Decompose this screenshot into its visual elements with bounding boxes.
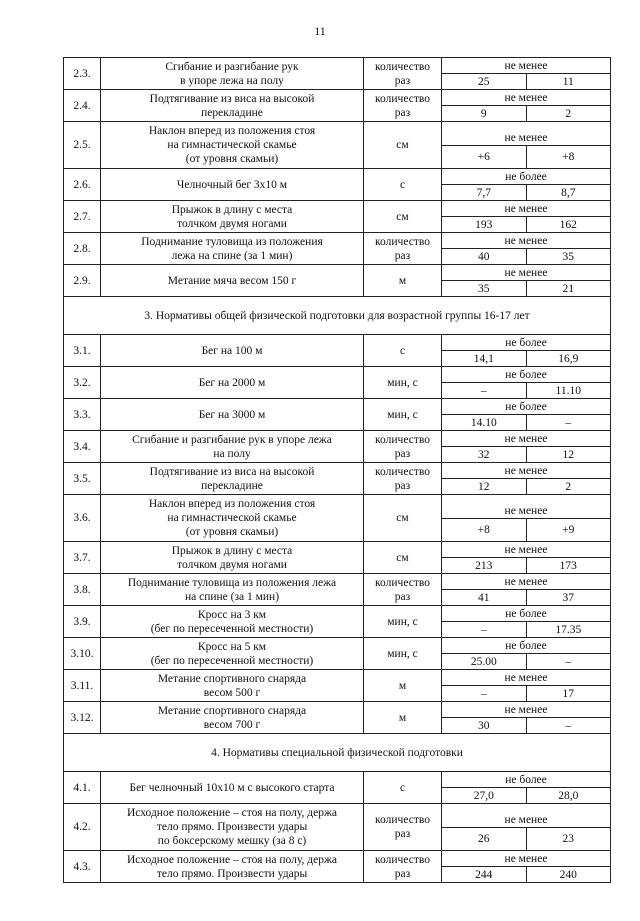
exercise-name: Исходное положение – стоя на полу, держа тело прямо. Произвести удары <box>101 851 364 883</box>
norm-values <box>442 804 611 851</box>
unit-cell: см <box>364 542 442 574</box>
item-number: 2.6. <box>64 169 101 201</box>
norm-value-1: 193 <box>442 217 527 232</box>
unit-cell: мин, с <box>364 638 442 670</box>
norm-condition: не более <box>442 638 610 654</box>
unit-cell: с <box>364 335 442 367</box>
unit-cell: количество раз <box>364 90 442 122</box>
table-row <box>64 702 611 734</box>
item-number: 2.5. <box>64 122 101 169</box>
item-number: 3.5. <box>64 463 101 495</box>
norm-value-2: 11 <box>562 75 574 88</box>
norm-value-2: 17 <box>562 687 574 700</box>
norm-values <box>442 542 611 574</box>
norm-values <box>442 574 611 606</box>
norm-value-1: – <box>442 622 527 637</box>
norm-value-1: 25.00 <box>442 654 527 669</box>
norm-value-2: 16,9 <box>558 352 579 365</box>
norm-value-1: +8 <box>442 519 527 542</box>
norm-value-2: 17.35 <box>555 623 582 636</box>
exercise-name: Метание спортивного снаряда весом 500 г <box>101 670 364 702</box>
table-row <box>64 122 611 169</box>
norm-values <box>442 201 611 233</box>
norm-value-2: 2 <box>565 107 572 120</box>
standards-table <box>63 57 611 883</box>
table-row <box>64 265 611 297</box>
norm-value-1: – <box>442 686 527 701</box>
item-number: 3.3. <box>64 399 101 431</box>
item-number: 3.7. <box>64 542 101 574</box>
unit-cell: см <box>364 201 442 233</box>
table-row <box>64 201 611 233</box>
exercise-name: Поднимание туловища из положения лежа на спине (за 1 мин) <box>101 574 364 606</box>
item-number: 3.11. <box>64 670 101 702</box>
table-row <box>64 638 611 670</box>
item-number: 3.12. <box>64 702 101 734</box>
norm-values <box>442 702 611 734</box>
unit-cell: см <box>364 495 442 542</box>
norm-value-2: 11.10 <box>555 384 581 397</box>
exercise-name: Прыжок в длину с места толчком двумя ногами <box>101 201 364 233</box>
table-row <box>64 367 611 399</box>
norm-condition: не менее <box>442 265 610 281</box>
unit-cell: м <box>364 670 442 702</box>
unit-cell: мин, с <box>364 367 442 399</box>
unit-cell: м <box>364 265 442 297</box>
norm-value-2: 173 <box>559 559 577 572</box>
norm-condition: не менее <box>442 574 610 590</box>
norm-value-1: – <box>442 383 527 398</box>
table-row <box>64 542 611 574</box>
norm-values <box>442 851 611 883</box>
norm-condition: не менее <box>442 804 610 828</box>
table-row <box>64 670 611 702</box>
norm-value-2: 21 <box>562 282 574 295</box>
table-row <box>64 335 611 367</box>
norm-values <box>442 122 611 169</box>
norm-value-1: 14,1 <box>442 351 527 366</box>
norm-condition: не менее <box>442 90 610 106</box>
norm-values <box>442 265 611 297</box>
norm-condition: не менее <box>442 702 610 718</box>
unit-cell: м <box>364 702 442 734</box>
item-number: 3.10. <box>64 638 101 670</box>
norm-condition: не менее <box>442 122 610 146</box>
item-number: 4.3. <box>64 851 101 883</box>
table-row <box>64 431 611 463</box>
exercise-name: Наклон вперед из положения стоя на гимнастической скамье (от уровня скамьи) <box>101 495 364 542</box>
norm-value-1: 41 <box>442 590 527 605</box>
item-number: 3.6. <box>64 495 101 542</box>
norm-values <box>442 367 611 399</box>
unit-cell: мин, с <box>364 606 442 638</box>
item-number: 2.9. <box>64 265 101 297</box>
exercise-name: Кросс на 3 км (бег по пересеченной местности) <box>101 606 364 638</box>
exercise-name: Подтягивание из виса на высокой перекладине <box>101 90 364 122</box>
unit-cell: количество раз <box>364 233 442 265</box>
item-number: 3.4. <box>64 431 101 463</box>
norm-condition: не менее <box>442 670 610 686</box>
norm-values <box>442 233 611 265</box>
norm-values <box>442 431 611 463</box>
unit-cell: количество раз <box>364 58 442 90</box>
norm-condition: не менее <box>442 58 610 74</box>
unit-cell: мин, с <box>364 399 442 431</box>
item-number: 3.2. <box>64 367 101 399</box>
page-number: 11 <box>314 24 326 38</box>
exercise-name: Бег челночный 10x10 м с высокого старта <box>101 772 364 804</box>
norm-values <box>442 58 611 90</box>
exercise-name: Наклон вперед из положения стоя на гимнастической скамье (от уровня скамьи) <box>101 122 364 169</box>
norm-value-2: 12 <box>562 448 574 461</box>
norm-condition: не менее <box>442 233 610 249</box>
item-number: 2.8. <box>64 233 101 265</box>
norm-value-2: +9 <box>562 523 575 536</box>
norm-value-1: 30 <box>442 718 527 733</box>
table-row <box>64 169 611 201</box>
unit-cell: см <box>364 122 442 169</box>
norm-condition: не менее <box>442 431 610 447</box>
section-header-row <box>64 297 611 335</box>
item-number: 3.8. <box>64 574 101 606</box>
unit-cell: количество раз <box>364 431 442 463</box>
item-number: 2.7. <box>64 201 101 233</box>
norm-condition: не менее <box>442 463 610 479</box>
item-number: 3.1. <box>64 335 101 367</box>
norm-values <box>442 606 611 638</box>
norm-value-1: 27,0 <box>442 788 527 803</box>
unit-cell: с <box>364 772 442 804</box>
section-title: 4. Нормативы специальной физической подготовки <box>64 734 611 772</box>
norm-values <box>442 670 611 702</box>
norm-value-2: +8 <box>562 150 575 163</box>
norm-value-1: 244 <box>442 867 527 882</box>
table-row <box>64 851 611 883</box>
norm-value-1: 40 <box>442 249 527 264</box>
unit-cell: количество раз <box>364 851 442 883</box>
norm-values <box>442 335 611 367</box>
exercise-name: Метание мяча весом 150 г <box>101 265 364 297</box>
norm-condition: не более <box>442 367 610 383</box>
table-row <box>64 58 611 90</box>
norm-values <box>442 463 611 495</box>
exercise-name: Кросс на 5 км (бег по пересеченной местности) <box>101 638 364 670</box>
norm-value-1: 32 <box>442 447 527 462</box>
norm-value-2: 2 <box>565 480 572 493</box>
norm-value-1: 35 <box>442 281 527 296</box>
unit-cell: количество раз <box>364 463 442 495</box>
item-number: 2.4. <box>64 90 101 122</box>
item-number: 2.3. <box>64 58 101 90</box>
norm-value-1: +6 <box>442 146 527 169</box>
norm-values <box>442 90 611 122</box>
norm-value-2: 8,7 <box>561 186 576 199</box>
norm-value-2: 240 <box>559 868 577 881</box>
exercise-name: Исходное положение – стоя на полу, держа тело прямо. Произвести удары по боксерскому мешку (за 8 с) <box>101 804 364 851</box>
item-number: 3.9. <box>64 606 101 638</box>
table-row <box>64 804 611 851</box>
norm-value-1: 12 <box>442 479 527 494</box>
norm-values <box>442 399 611 431</box>
norm-value-1: 14.10 <box>442 415 527 430</box>
norm-values <box>442 495 611 542</box>
exercise-name: Бег на 100 м <box>101 335 364 367</box>
section-title: 3. Нормативы общей физической подготовки для возрастной группы 16-17 лет <box>64 297 611 335</box>
norm-value-2: 162 <box>559 218 577 231</box>
norm-condition: не более <box>442 399 610 415</box>
norm-value-1: 7,7 <box>442 185 527 200</box>
norm-values <box>442 638 611 670</box>
unit-cell: с <box>364 169 442 201</box>
norm-value-2: – <box>565 719 572 732</box>
exercise-name: Прыжок в длину с места толчком двумя ногами <box>101 542 364 574</box>
norm-values <box>442 169 611 201</box>
exercise-name: Челночный бег 3x10 м <box>101 169 364 201</box>
exercise-name: Поднимание туловища из положения лежа на спине (за 1 мин) <box>101 233 364 265</box>
norm-condition: не более <box>442 606 610 622</box>
norm-values <box>442 772 611 804</box>
table-row <box>64 606 611 638</box>
unit-cell: количество раз <box>364 574 442 606</box>
norm-condition: не менее <box>442 201 610 217</box>
table-row <box>64 233 611 265</box>
exercise-name: Метание спортивного снаряда весом 700 г <box>101 702 364 734</box>
norm-value-1: 213 <box>442 558 527 573</box>
norm-value-2: – <box>565 655 572 668</box>
norm-value-2: 37 <box>562 591 574 604</box>
norm-condition: не более <box>442 169 610 185</box>
table-row <box>64 399 611 431</box>
norm-condition: не более <box>442 772 610 788</box>
exercise-name: Бег на 2000 м <box>101 367 364 399</box>
norm-value-2: 35 <box>562 250 574 263</box>
exercise-name: Сгибание и разгибание рук в упоре лежа на полу <box>101 58 364 90</box>
norm-value-2: 28,0 <box>558 789 579 802</box>
item-number: 4.1. <box>64 772 101 804</box>
section-header-row <box>64 734 611 772</box>
table-row <box>64 90 611 122</box>
norm-value-2: – <box>565 416 572 429</box>
exercise-name: Подтягивание из виса на высокой перекладине <box>101 463 364 495</box>
norm-value-1: 9 <box>442 106 527 121</box>
exercise-name: Бег на 3000 м <box>101 399 364 431</box>
unit-cell: количество раз <box>364 804 442 851</box>
table-row <box>64 463 611 495</box>
norm-condition: не менее <box>442 542 610 558</box>
norm-condition: не более <box>442 335 610 351</box>
norm-value-2: 23 <box>562 832 574 845</box>
norm-condition: не менее <box>442 851 610 867</box>
norm-condition: не менее <box>442 495 610 519</box>
norm-value-1: 26 <box>442 828 527 851</box>
table-row <box>64 772 611 804</box>
table-row <box>64 495 611 542</box>
exercise-name: Сгибание и разгибание рук в упоре лежа на полу <box>101 431 364 463</box>
item-number: 4.2. <box>64 804 101 851</box>
norm-value-1: 25 <box>442 74 527 89</box>
table-row <box>64 574 611 606</box>
